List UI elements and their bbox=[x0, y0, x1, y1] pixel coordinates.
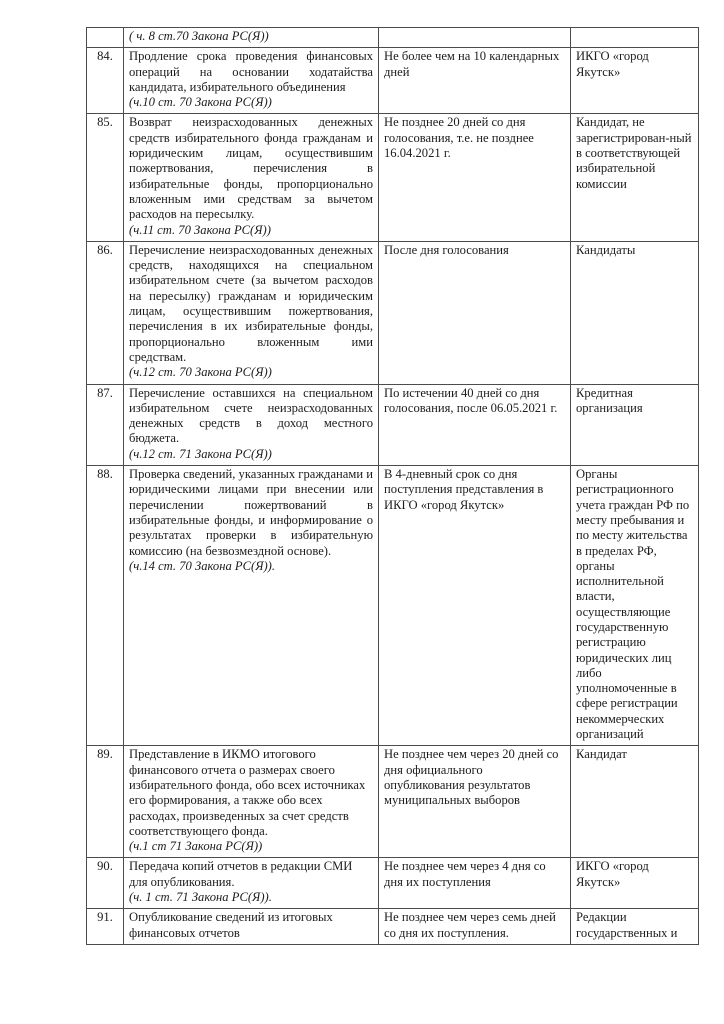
table-row bbox=[87, 858, 699, 909]
responsible-text: Кредитная организация bbox=[576, 385, 643, 415]
deadline-text: Не позднее чем через 20 дней со дня официального опубликования результатов муниципальных выборов bbox=[384, 747, 559, 808]
row-number-cell bbox=[87, 466, 124, 746]
deadline-cell bbox=[379, 909, 571, 945]
table-row bbox=[87, 384, 699, 465]
table-row bbox=[87, 466, 699, 746]
action-cell bbox=[124, 114, 379, 241]
law-reference: (ч.12 ст. 70 Закона РС(Я)) bbox=[129, 365, 272, 380]
action-cell bbox=[124, 28, 379, 48]
row-number-cell bbox=[87, 746, 124, 858]
law-reference: (ч.12 ст. 71 Закона РС(Я)) bbox=[129, 446, 272, 461]
row-number: 86. bbox=[97, 242, 113, 257]
deadline-text: Не позднее 20 дней со дня голосования, т.е. не позднее 16.04.2021 г. bbox=[384, 115, 534, 161]
deadline-cell bbox=[379, 28, 571, 48]
responsible-text: Кандидаты bbox=[576, 242, 636, 257]
responsible-text: Кандидат bbox=[576, 747, 627, 762]
law-reference: (ч.11 ст. 70 Закона РС(Я)) bbox=[129, 222, 271, 237]
action-text: Перечисление оставшихся на специальном избирательном счете неизрасходованных денежных средств в доход местного бюджета. bbox=[129, 385, 373, 446]
responsible-text: Редакции государственных и bbox=[576, 910, 678, 940]
row-number-cell bbox=[87, 241, 124, 384]
deadline-cell bbox=[379, 858, 571, 909]
deadline-text: Не позднее чем через 4 дня со дня их поступления bbox=[384, 859, 546, 889]
law-reference: (ч. 1 ст. 71 Закона РС(Я)). bbox=[129, 890, 272, 905]
action-text: Представление в ИКМО итогового финансового отчета о размерах своего избирательного фонда, обо всех источниках его формирования, а также обо всех расходах, произведенных за счет средств соответствующего фонда. bbox=[129, 747, 366, 838]
row-number: 87. bbox=[97, 385, 113, 400]
responsible-cell bbox=[571, 114, 699, 241]
action-text: Возврат неизрасходованных денежных средств избирательного фонда гражданам и юридическим лицам, осуществившим пожертвования, перечисления в избирательные фонды, пропорционально вложенным ими средствам за вычетом расходов на пересылку. bbox=[129, 115, 373, 222]
responsible-text: ИКГО «город Якутск» bbox=[576, 859, 649, 889]
row-number: 85. bbox=[97, 115, 113, 130]
row-number: 84. bbox=[97, 49, 113, 64]
row-number: 91. bbox=[97, 910, 113, 925]
law-reference: (ч.1 ст 71 Закона РС(Я)) bbox=[129, 839, 263, 854]
law-reference: (ч.10 ст. 70 Закона РС(Я)) bbox=[129, 95, 272, 110]
table-row bbox=[87, 28, 699, 48]
deadline-cell bbox=[379, 746, 571, 858]
row-number-cell bbox=[87, 48, 124, 114]
action-text: Перечисление неизрасходованных денежных средств, находящихся на специальном избирательном счете (за вычетом расходов на пересылку) гражданам и юридическим лицам, осуществившим пожертвования, перечисления в их избирательные фонды, пропорционально вложенным ими средствам. bbox=[129, 242, 373, 364]
deadline-text: Не позднее чем через семь дней со дня их поступления. bbox=[384, 910, 556, 940]
law-reference: (ч.14 ст. 70 Закона РС(Я)). bbox=[129, 558, 276, 573]
deadline-text: После дня голосования bbox=[384, 242, 509, 257]
deadline-cell bbox=[379, 241, 571, 384]
law-reference: ( ч. 8 ст.70 Закона РС(Я)) bbox=[129, 29, 269, 43]
deadline-cell bbox=[379, 48, 571, 114]
table-row bbox=[87, 114, 699, 241]
row-number: 89. bbox=[97, 747, 113, 762]
responsible-cell bbox=[571, 48, 699, 114]
responsible-text: Органы регистрационного учета граждан РФ по месту пребывания и по месту жительства в пределах РФ, органы исполнительной власти, осуществляющие государственную регистрацию юридических лиц либо уполномоченные в сфере регистрации некоммерческих организаций bbox=[576, 467, 690, 742]
responsible-cell bbox=[571, 746, 699, 858]
schedule-table bbox=[86, 27, 699, 945]
responsible-cell bbox=[571, 28, 699, 48]
deadline-cell bbox=[379, 466, 571, 746]
action-cell bbox=[124, 909, 379, 945]
row-number-cell bbox=[87, 909, 124, 945]
responsible-cell bbox=[571, 241, 699, 384]
table-row bbox=[87, 909, 699, 945]
row-number-cell bbox=[87, 28, 124, 48]
table-row bbox=[87, 48, 699, 114]
action-cell bbox=[124, 858, 379, 909]
action-text: Передача копий отчетов в редакции СМИ для опубликования. bbox=[129, 859, 353, 889]
responsible-cell bbox=[571, 858, 699, 909]
row-number: 88. bbox=[97, 467, 113, 482]
deadline-text: В 4-дневный срок со дня поступления представления в ИКГО «город Якутск» bbox=[384, 467, 544, 512]
responsible-cell bbox=[571, 384, 699, 465]
action-cell bbox=[124, 241, 379, 384]
responsible-cell bbox=[571, 466, 699, 746]
action-text: Проверка сведений, указанных гражданами и юридическими лицами при внесении или перечислении пожертвований в избирательные фонды, и информирование о результатах проверки в избирательную комиссию (на безвозмездной основе). bbox=[129, 467, 373, 558]
action-text: Продление срока проведения финансовых операций на основании ходатайства кандидата, избирательного объединения bbox=[129, 49, 373, 94]
responsible-text: Кандидат, не зарегистрирован-ный в соответствующей избирательной комиссии bbox=[576, 115, 692, 191]
responsible-cell bbox=[571, 909, 699, 945]
action-cell bbox=[124, 384, 379, 465]
row-number-cell bbox=[87, 114, 124, 241]
action-cell bbox=[124, 466, 379, 746]
table-row bbox=[87, 241, 699, 384]
deadline-cell bbox=[379, 114, 571, 241]
schedule-table-body bbox=[87, 28, 699, 945]
action-cell bbox=[124, 48, 379, 114]
row-number: 90. bbox=[97, 859, 113, 874]
row-number-cell bbox=[87, 858, 124, 909]
deadline-text: По истечении 40 дней со дня голосования, после 06.05.2021 г. bbox=[384, 385, 558, 415]
deadline-cell bbox=[379, 384, 571, 465]
table-row bbox=[87, 746, 699, 858]
row-number-cell bbox=[87, 384, 124, 465]
action-cell bbox=[124, 746, 379, 858]
deadline-text: Не более чем на 10 календарных дней bbox=[384, 49, 560, 79]
action-text: Опубликование сведений из итоговых финансовых отчетов bbox=[129, 910, 333, 940]
responsible-text: ИКГО «город Якутск» bbox=[576, 49, 649, 79]
